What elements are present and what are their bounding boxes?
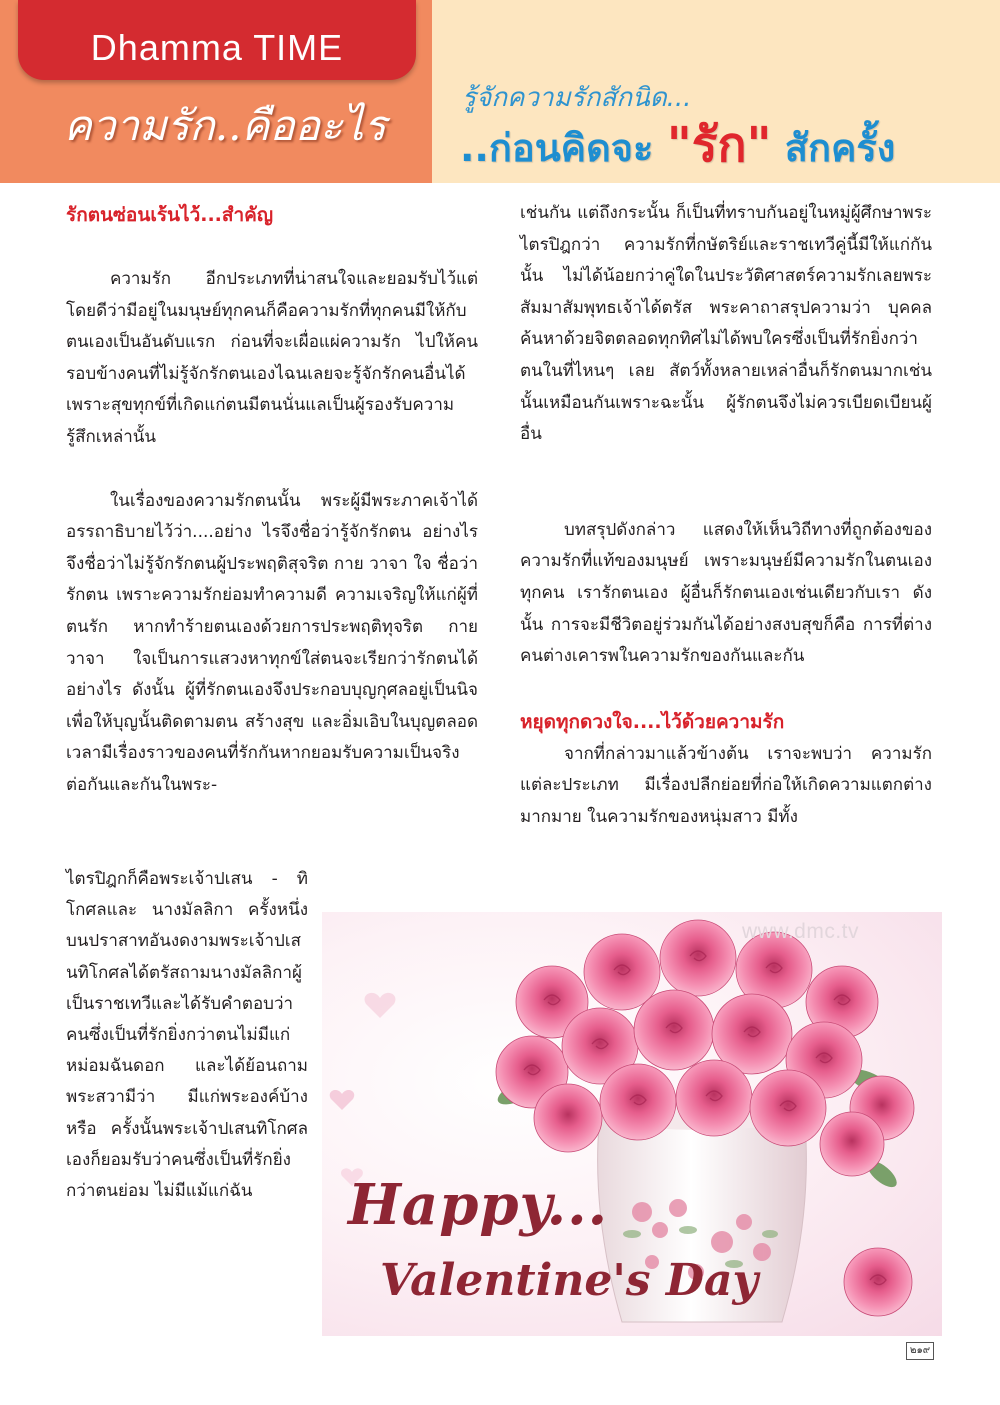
watermark-text: www.dmc.tv xyxy=(742,920,860,943)
spacer xyxy=(520,483,932,515)
paragraph: จากที่กล่าวมาแล้วข้างต้น เราจะพบว่า ความรักแต่ละประเภท มีเรื่องปลีกย่อยที่ก่อให้เกิดความแตกต่างมากมาย ในความรักของหนุ่มสาว มีทั้ง xyxy=(520,743,932,827)
column-right xyxy=(520,198,932,834)
column-title: ความรัก..คืออะไร xyxy=(63,101,387,150)
brand-title: Dhamma TIME xyxy=(90,27,344,68)
column-left xyxy=(66,198,478,802)
headline-part-1: ..ก่อนคิดจะ xyxy=(460,126,667,170)
headline-part-2: สักครั้ง xyxy=(771,126,896,170)
greeting-line-2: Valentine's Day xyxy=(380,1255,759,1306)
paragraph: ในเรื่องของความรักตนนั้น พระผู้มีพระภาคเจ้าได้อรรถาธิบายไว้ว่า....อย่าง ไรจึงชื่อว่ารู้จักรักตน อย่างไรจึงชื่อว่าไม่รู้จักรักตนผู้ประพฤติสุจริต กาย วาจา ใจ ชื่อว่ารักตน เพราะความรักย่อมทำความดี ความเจริญให้แก่ผู้ที่ตนรัก หากทำร้ายตนเองด้วยการประพฤติทุจริต กาย วาจา ใจเป็นการแสวงหาทุกข์ใส่ตนจะเรียกว่ารักตนได้อย่างไร ดังนั้น ผู้ที่รักตนเองจึงประกอบบุญกุศลอยู่เป็นนิจเพื่อให้บุญนั้นติดตามตน สร้างสุข และอิ่มเอิบในบุญตลอดเวลามีเรื่องราวของคนที่รักกันหากยอมรับความเป็นจริงต่อกันและกันในพระ- xyxy=(66,490,478,795)
paragraph: บทสรุปดังกล่าว แสดงให้เห็นวิถีทางที่ถูกต้องของความรักที่แท้ของมนุษย์ เพราะมนุษย์มีความรักในตนเองทุกคน เรารักตนเอง ผู้อื่นก็รักตนเองเช่นเดียวกับเรา ดังนั้น การจะมีชีวิตอยู่ร่วมกันได้อย่างสงบสุขก็คือ การที่ต่างคนต่างเคารพในความรักของกันและกัน xyxy=(520,519,932,667)
spacer xyxy=(520,673,932,705)
brand-tab xyxy=(18,0,416,80)
headline-highlight: "รัก" xyxy=(666,117,772,173)
spacer xyxy=(66,454,478,486)
section-heading-stop-hearts: หยุดทุกดวงใจ....ไว้ด้วยความรัก xyxy=(520,710,785,733)
section-heading-self-love: รักตนซ่อนเร้นไว้...สำคัญ xyxy=(66,204,274,226)
paragraph: ไตรปิฎกก็คือพระเจ้าปเสน - ทิโกศลและ นางมัลลิกา ครั้งหนึ่งบนปราสาทอันงดงามพระเจ้าปเสนทิโกศลได้ตรัสถามนางมัลลิกาผู้เป็นราชเทวีและได้รับคำตอบว่าคนซึ่งเป็นที่รักยิ่งกว่าตนไม่มีแก่หม่อมฉันดอก และได้ย้อนถามพระสวามีว่า มีแก่พระองค์บ้างหรือ ครั้งนั้นพระเจ้าปเสนทิโกศลเองก็ยอมรับว่าคนซึ่งเป็นที่รักยิ่งกว่าตนย่อม ไม่มีแม้แก่ฉัน xyxy=(66,869,308,1202)
spacer xyxy=(520,451,932,483)
greeting-line-1: Happy... xyxy=(348,1172,609,1238)
column-left-narrow xyxy=(66,864,308,1207)
article-headline xyxy=(460,115,990,178)
paragraph: ความรัก อีกประเภทที่น่าสนใจและยอมรับไว้แต่โดยดีว่ามีอยู่ในมนุษย์ทุกคนก็คือความรักที่ทุกคนมีให้กับตนเองเป็นอันดับแรก ก่อนที่จะเผื่อแผ่ความรัก ไปให้คนรอบข้างคนที่ไม่รู้จักรักตนเองไฉนเลยจะรู้จักรักคนอื่นได้ เพราะสุขทุกข์ที่เกิดแก่ตนมีตนนั่นแลเป็นผู้รองรับความรู้สึกเหล่านั้น xyxy=(66,269,478,447)
page-number: ๒๑๙ xyxy=(906,1342,934,1360)
paragraph: เช่นกัน แต่ถึงกระนั้น ก็เป็นที่ทราบกันอยู่ในหมู่ผู้ศึกษาพระไตรปิฎกว่า ความรักที่กษัตริย์และราชเทวีคู่นี้มีให้แก่กันนั้น ไม่ได้น้อยกว่าคู่ใดในประวัติศาสตร์ความรักเลยพระสัมมาสัมพุทธเจ้าได้ตรัส พระคาถาสรุปความว่า บุคคลค้นหาด้วยจิตตลอดทุกทิศไม่ได้พบใครซึ่งเป็นที่รักยิ่งกว่าตนในที่ไหนๆ เลย สัตว์ทั้งหลายเหล่าอื่นก็รักตนมากเช่นนั้นเหมือนกันเพราะฉะนั้น ผู้รักตนจึงไม่ควรเบียดเบียนผู้อื่น xyxy=(520,203,932,445)
article-subtitle: รู้จักความรักสักนิด... xyxy=(462,83,692,113)
spacer xyxy=(66,232,478,264)
